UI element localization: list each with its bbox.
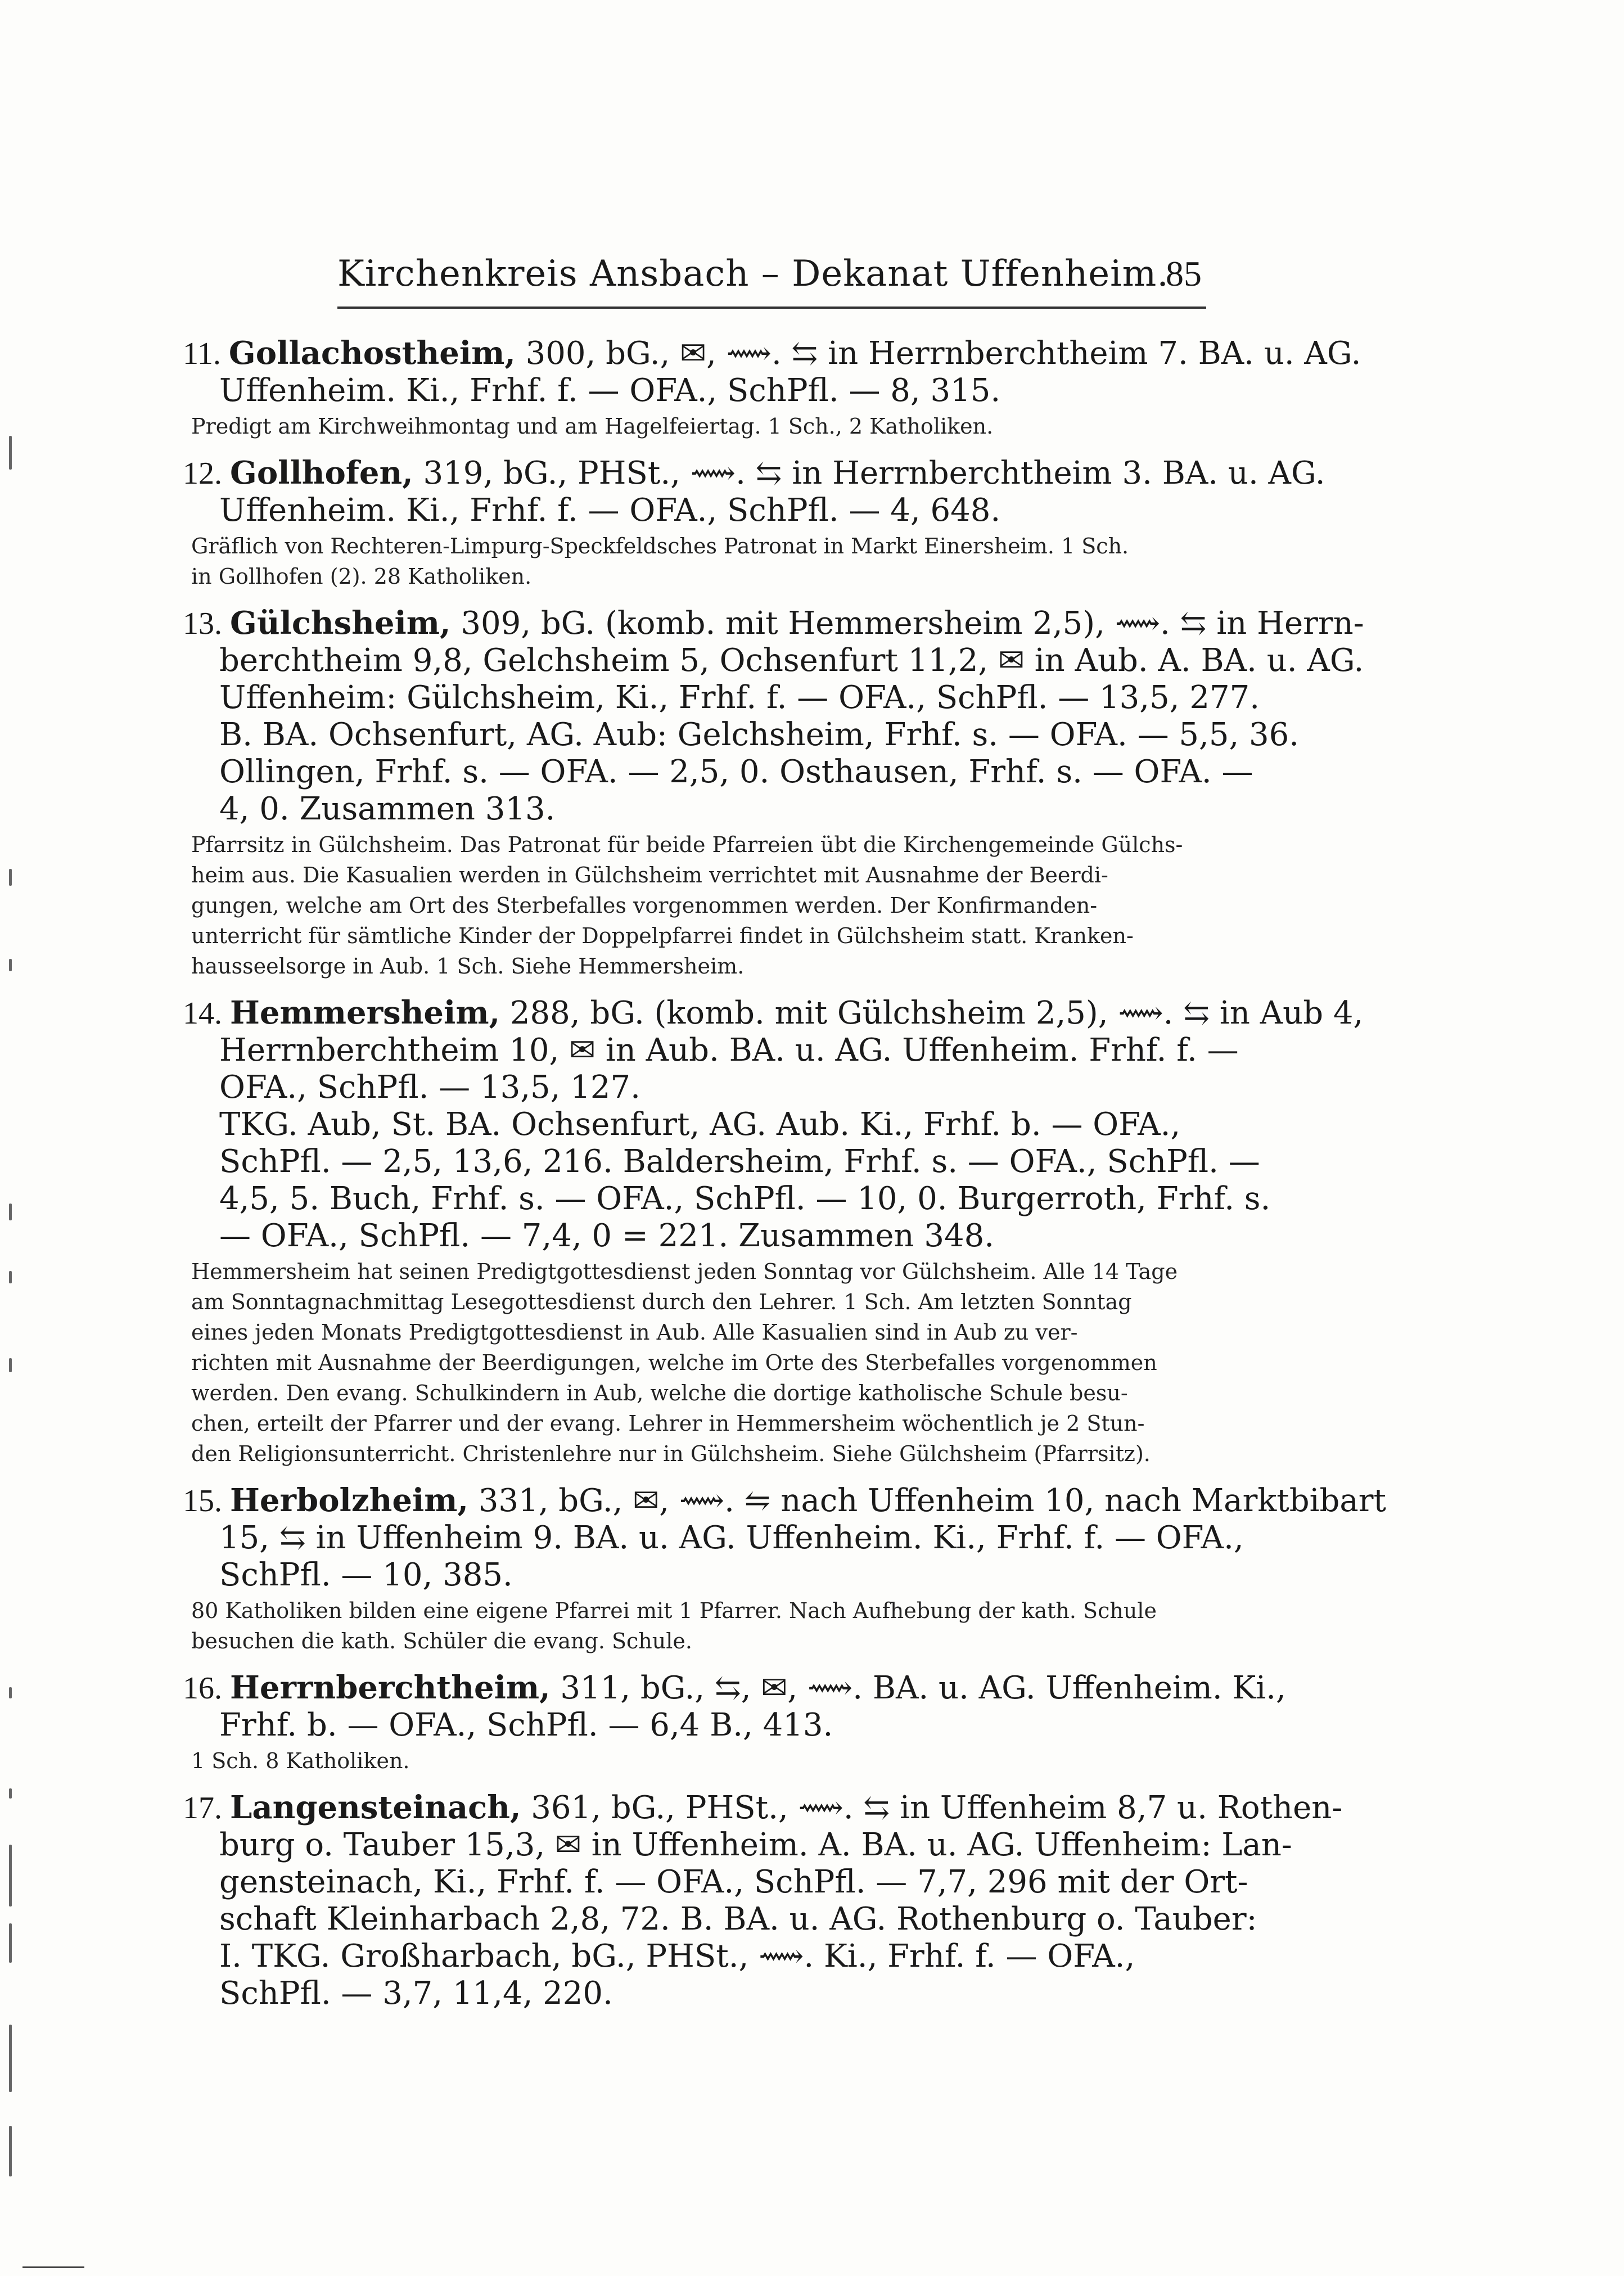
entry-text: SchPfl. — 3,7, 11,4, 220. bbox=[219, 1975, 613, 2012]
scan-mark bbox=[9, 1923, 12, 1963]
header-title: Kirchenkreis Ansbach – Dekanat Uffenheim. bbox=[337, 253, 1169, 295]
entry-text-line bbox=[183, 1069, 1217, 1106]
entry-text: OFA., SchPfl. — 13,5, 127. bbox=[219, 1069, 640, 1106]
entry-note: den Religionsunterricht. Christenlehre nur in Gülchsheim. Siehe Gülchsheim (Pfarrsitz). bbox=[191, 1441, 1151, 1466]
entry-text: 4, 0. Zusammen 313. bbox=[219, 791, 556, 827]
gazetteer-entries bbox=[183, 335, 1387, 2027]
running-header bbox=[337, 242, 1206, 304]
entry-heading-line bbox=[183, 1789, 1343, 1827]
entry-text: I. TKG. Großharbach, bG., PHSt., ⟿. Ki., Frhf. f. — OFA., bbox=[219, 1938, 1135, 1975]
entry-text-line bbox=[183, 1520, 1244, 1557]
entry-text-line bbox=[183, 1975, 1217, 2012]
entry-note: Hemmersheim hat seinen Predigtgottesdienst jeden Sonntag vor Gülchsheim. Alle 14 Tage bbox=[191, 1259, 1178, 1284]
entry-heading-line bbox=[183, 1669, 1286, 1707]
scan-mark bbox=[9, 1687, 12, 1698]
entry-note: eines jeden Monats Predigtgottesdienst in Aub. Alle Kasualien sind in Aub zu ver- bbox=[191, 1320, 1078, 1345]
scan-mark bbox=[9, 1358, 12, 1372]
entry-text-line bbox=[183, 1938, 1217, 1975]
scan-mark bbox=[9, 1788, 12, 1799]
entry-number: 11. bbox=[183, 336, 229, 371]
entry-text-line bbox=[183, 1827, 1292, 1864]
entry-note: 80 Katholiken bilden eine eigene Pfarrei mit 1 Pfarrer. Nach Aufhebung der kath. Schule bbox=[191, 1598, 1157, 1623]
entry-text-line bbox=[183, 1180, 1271, 1218]
entry-text: schaft Kleinharbach 2,8, 72. B. BA. u. AG. Rothenburg o. Tauber: bbox=[219, 1901, 1257, 1937]
place-name: Hemmersheim, bbox=[230, 994, 500, 1031]
entry-note: 1 Sch. 8 Katholiken. bbox=[191, 1748, 410, 1773]
gazetteer-entry bbox=[183, 1669, 1286, 1774]
scan-mark bbox=[9, 1271, 12, 1283]
entry-text-line bbox=[183, 1557, 1217, 1594]
place-name: Langensteinach, bbox=[230, 1789, 521, 1826]
entry-text-line bbox=[183, 1707, 1217, 1744]
scan-mark bbox=[9, 1204, 12, 1220]
scan-mark bbox=[9, 436, 12, 470]
place-name: Gülchsheim, bbox=[230, 605, 451, 642]
entry-text: B. BA. Ochsenfurt, AG. Aub: Gelchsheim, Frhf. s. — OFA. — 5,5, 36. bbox=[219, 716, 1300, 753]
header-rule bbox=[337, 307, 1206, 309]
entry-note: Gräflich von Rechteren-Limpurg-Speckfeldsches Patronat in Markt Einersheim. 1 Sch. bbox=[191, 534, 1129, 558]
entry-text-line bbox=[183, 1218, 1217, 1255]
entry-text-line bbox=[183, 791, 1217, 828]
entry-text: 361, bG., PHSt., ⟿. ⇆ in Uffenheim 8,7 u. Rothen- bbox=[521, 1790, 1343, 1826]
entry-text-line bbox=[183, 492, 1217, 529]
scan-margin-marks bbox=[3, 0, 20, 2276]
entry-note: heim aus. Die Kasualien werden in Gülchsheim verrichtet mit Ausnahme der Beerdi- bbox=[191, 863, 1108, 887]
entry-number: 17. bbox=[183, 1791, 230, 1826]
entry-text: 319, bG., PHSt., ⟿. ⇆ in Herrnberchtheim 3. BA. u. AG. bbox=[413, 455, 1325, 492]
place-name: Gollachostheim, bbox=[228, 335, 516, 372]
gazetteer-entry bbox=[183, 605, 1364, 980]
entry-note: in Gollhofen (2). 28 Katholiken. bbox=[191, 564, 532, 589]
entry-text: Uffenheim. Ki., Frhf. f. — OFA., SchPfl. — 8, 315. bbox=[219, 372, 1001, 409]
entry-text: 4,5, 5. Buch, Frhf. s. — OFA., SchPfl. — 10, 0. Burgerroth, Frhf. s. bbox=[219, 1180, 1271, 1217]
entry-number: 16. bbox=[183, 1671, 230, 1706]
entry-text-line bbox=[183, 1901, 1257, 1938]
entry-heading-line bbox=[183, 605, 1364, 642]
entry-text: burg o. Tauber 15,3, ✉ in Uffenheim. A. BA. u. AG. Uffenheim: Lan- bbox=[219, 1827, 1292, 1863]
entry-number: 13. bbox=[183, 606, 230, 641]
entry-text: 300, bG., ✉, ⟿. ⇆ in Herrnberchtheim 7. BA. u. AG. bbox=[515, 335, 1361, 372]
entry-note: Predigt am Kirchweihmontag und am Hagelfeiertag. 1 Sch., 2 Katholiken. bbox=[191, 414, 994, 439]
entry-text-line bbox=[183, 642, 1364, 679]
entry-text-line bbox=[183, 1864, 1248, 1901]
scan-mark bbox=[9, 869, 12, 886]
entry-text: Herrnberchtheim 10, ✉ in Aub. BA. u. AG. Uffenheim. Frhf. f. — bbox=[219, 1032, 1239, 1069]
entry-text-line bbox=[183, 1143, 1260, 1180]
entry-text: Uffenheim. Ki., Frhf. f. — OFA., SchPfl. — 4, 648. bbox=[219, 492, 1001, 529]
entry-text-line bbox=[183, 679, 1260, 716]
gazetteer-entry bbox=[183, 1482, 1387, 1655]
scan-mark bbox=[9, 959, 12, 971]
entry-text: TKG. Aub, St. BA. Ochsenfurt, AG. Aub. Ki., Frhf. b. — OFA., bbox=[219, 1106, 1181, 1143]
scan-mark bbox=[9, 1845, 12, 1907]
scan-mark bbox=[9, 2126, 12, 2176]
entry-number: 12. bbox=[183, 456, 230, 491]
entry-text: 311, bG., ⇆, ✉, ⟿. BA. u. AG. Uffenheim. Ki., bbox=[550, 1670, 1286, 1706]
place-name: Gollhofen, bbox=[230, 454, 413, 492]
entry-text: berchtheim 9,8, Gelchsheim 5, Ochsenfurt 11,2, ✉ in Aub. A. BA. u. AG. bbox=[219, 642, 1364, 679]
entry-text: Frhf. b. — OFA., SchPfl. — 6,4 B., 413. bbox=[219, 1707, 833, 1743]
entry-text: Ollingen, Frhf. s. — OFA. — 2,5, 0. Osthausen, Frhf. s. — OFA. — bbox=[219, 754, 1253, 790]
entry-note: hausseelsorge in Aub. 1 Sch. Siehe Hemmersheim. bbox=[191, 954, 745, 979]
entry-text-line bbox=[183, 716, 1300, 754]
entry-heading-line bbox=[183, 994, 1364, 1032]
entry-text: — OFA., SchPfl. — 7,4, 0 = 221. Zusammen 348. bbox=[219, 1218, 995, 1254]
entry-text-line bbox=[183, 1032, 1239, 1069]
entry-text-line bbox=[183, 1106, 1217, 1143]
entry-text: 309, bG. (komb. mit Hemmersheim 2,5), ⟿. ⇆ in Herrn- bbox=[450, 605, 1364, 642]
gazetteer-entry bbox=[183, 1789, 1343, 2012]
entry-number: 15. bbox=[183, 1484, 230, 1518]
entry-text: Uffenheim: Gülchsheim, Ki., Frhf. f. — OFA., SchPfl. — 13,5, 277. bbox=[219, 679, 1260, 716]
entry-heading-line bbox=[183, 335, 1361, 372]
gazetteer-entry bbox=[183, 335, 1361, 440]
bottom-rule bbox=[22, 2266, 84, 2268]
entry-text: 15, ⇆ in Uffenheim 9. BA. u. AG. Uffenheim. Ki., Frhf. f. — OFA., bbox=[219, 1520, 1244, 1556]
entry-text: SchPfl. — 10, 385. bbox=[219, 1557, 513, 1593]
entry-note: werden. Den evang. Schulkindern in Aub, welche die dortige katholische Schule besu- bbox=[191, 1381, 1128, 1405]
entry-note: unterricht für sämtliche Kinder der Doppelpfarrei findet in Gülchsheim statt. Kranken- bbox=[191, 923, 1134, 948]
entry-text-line bbox=[183, 372, 1217, 409]
page-number: 85 bbox=[1166, 254, 1202, 294]
place-name: Herbolzheim, bbox=[230, 1482, 468, 1519]
entry-note: richten mit Ausnahme der Beerdigungen, welche im Orte des Sterbefalles vorgenommen bbox=[191, 1350, 1157, 1375]
entry-text: gensteinach, Ki., Frhf. f. — OFA., SchPfl. — 7,7, 296 mit der Ort- bbox=[219, 1864, 1248, 1900]
entry-note: gungen, welche am Ort des Sterbefalles vorgenommen werden. Der Konfirmanden- bbox=[191, 893, 1098, 918]
entry-text: 288, bG. (komb. mit Gülchsheim 2,5), ⟿. ⇆ in Aub 4, bbox=[500, 995, 1364, 1031]
gazetteer-entry bbox=[183, 994, 1364, 1467]
entry-text: 331, bG., ✉, ⟿. ⇋ nach Uffenheim 10, nach Marktbibart bbox=[468, 1482, 1387, 1519]
entry-heading-line bbox=[183, 1482, 1387, 1520]
entry-text: SchPfl. — 2,5, 13,6, 216. Baldersheim, Frhf. s. — OFA., SchPfl. — bbox=[219, 1143, 1260, 1180]
entry-note: chen, erteilt der Pfarrer und der evang. Lehrer in Hemmersheim wöchentlich je 2 Stun- bbox=[191, 1411, 1145, 1436]
entry-heading-line bbox=[183, 454, 1325, 492]
entry-note: Pfarrsitz in Gülchsheim. Das Patronat für beide Pfarreien übt die Kirchengemeinde Gülchs- bbox=[191, 832, 1183, 857]
entry-note: besuchen die kath. Schüler die evang. Schule. bbox=[191, 1629, 692, 1653]
gazetteer-entry bbox=[183, 454, 1325, 590]
entry-note: am Sonntagnachmittag Lesegottesdienst durch den Lehrer. 1 Sch. Am letzten Sonntag bbox=[191, 1290, 1132, 1314]
entry-text-line bbox=[183, 754, 1253, 791]
place-name: Herrnberchtheim, bbox=[230, 1669, 551, 1706]
entry-number: 14. bbox=[183, 996, 230, 1031]
scan-mark bbox=[9, 2025, 12, 2092]
